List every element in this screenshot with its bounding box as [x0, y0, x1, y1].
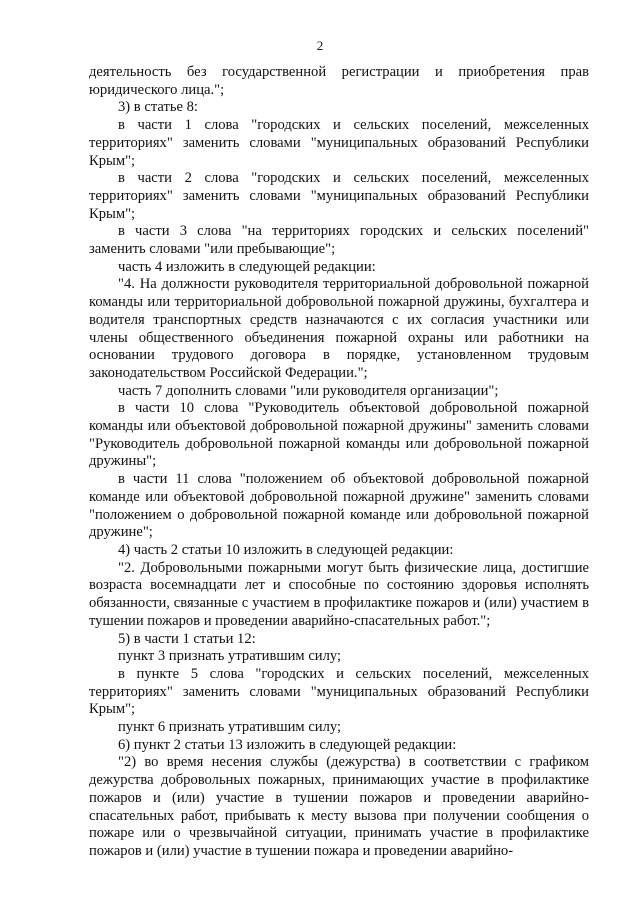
- paragraph: пункт 6 признать утратившим силу;: [118, 719, 342, 736]
- paragraph: 6) пункт 2 статьи 13 изложить в следующей редакции:: [118, 736, 457, 753]
- paragraph: часть 4 изложить в следующей редакции:: [118, 258, 376, 275]
- paragraph: "2) во время несения службы (дежурства) в соответствии с графиком дежурства добровольных пожарных, принимающих участие в профилактике пожаров и (или) участие в тушении пожаров и проведении аварийно-спасательных работ, прибывать к месту вызова при получении сообщения о пожаре или о чрезвычайной ситуации, принимать участие в профилактике пожаров и (или) участие в тушении пожара и проведении аварийно-: [89, 754, 589, 859]
- paragraph: 3) в статье 8:: [118, 99, 198, 116]
- paragraph: в части 11 слова "положением об объектовой добровольной пожарной команде или объектовой добровольной пожарной дружине" заменить словами "положением о добровольной пожарной команде или добровольной пожарной дружине";: [89, 471, 589, 541]
- document-body: [89, 64, 589, 861]
- paragraph: "2. Добровольными пожарными могут быть физические лица, достигшие возраста восемнадцати лет и способные по состоянию здоровья исполнять обязанности, связанные с участием в профилактике пожаров и (или) участием в тушении пожаров и проведении аварийно-спасательных работ.";: [89, 559, 589, 629]
- paragraph: в части 10 слова "Руководитель объектовой добровольной пожарной команды или объектовой добровольной пожарной дружины" заменить словами "Руководитель добровольной пожарной команды или добровольной пожарной дружины";: [89, 400, 589, 470]
- paragraph: в части 2 слова "городских и сельских поселений, межселенных территориях" заменить словами "муниципальных образований Республики Крым";: [89, 170, 589, 222]
- paragraph: в части 1 слова "городских и сельских поселений, межселенных территориях" заменить словами "муниципальных образований Республики Крым";: [89, 117, 589, 169]
- paragraph: 4) часть 2 статьи 10 изложить в следующей редакции:: [118, 541, 454, 558]
- paragraph: в пункте 5 слова "городских и сельских поселений, межселенных территориях" заменить словами "муниципальных образований Республики Крым";: [89, 665, 589, 718]
- paragraph: пункт 3 признать утратившим силу;: [118, 648, 342, 665]
- paragraph: часть 7 дополнить словами "или руководителя организации";: [118, 382, 499, 399]
- paragraph: деятельность без государственной регистрации и приобретения прав юридического лица.";: [89, 64, 589, 98]
- paragraph: "4. На должности руководителя территориальной добровольной пожарной команды или территориальной добровольной пожарной дружины, бухгалтера и водителя транспортных средств назначаются с их согласия участники или члены общественного объединения пожарной охраны или работники на основании трудового договора в порядке, установленном трудовым законодательством Российской Федерации.";: [89, 276, 589, 381]
- page-number: 2: [316, 38, 324, 53]
- paragraph: в части 3 слова "на территориях городских и сельских поселений" заменить словами "или пребывающие";: [89, 223, 589, 258]
- paragraph: 5) в части 1 статьи 12:: [118, 630, 256, 647]
